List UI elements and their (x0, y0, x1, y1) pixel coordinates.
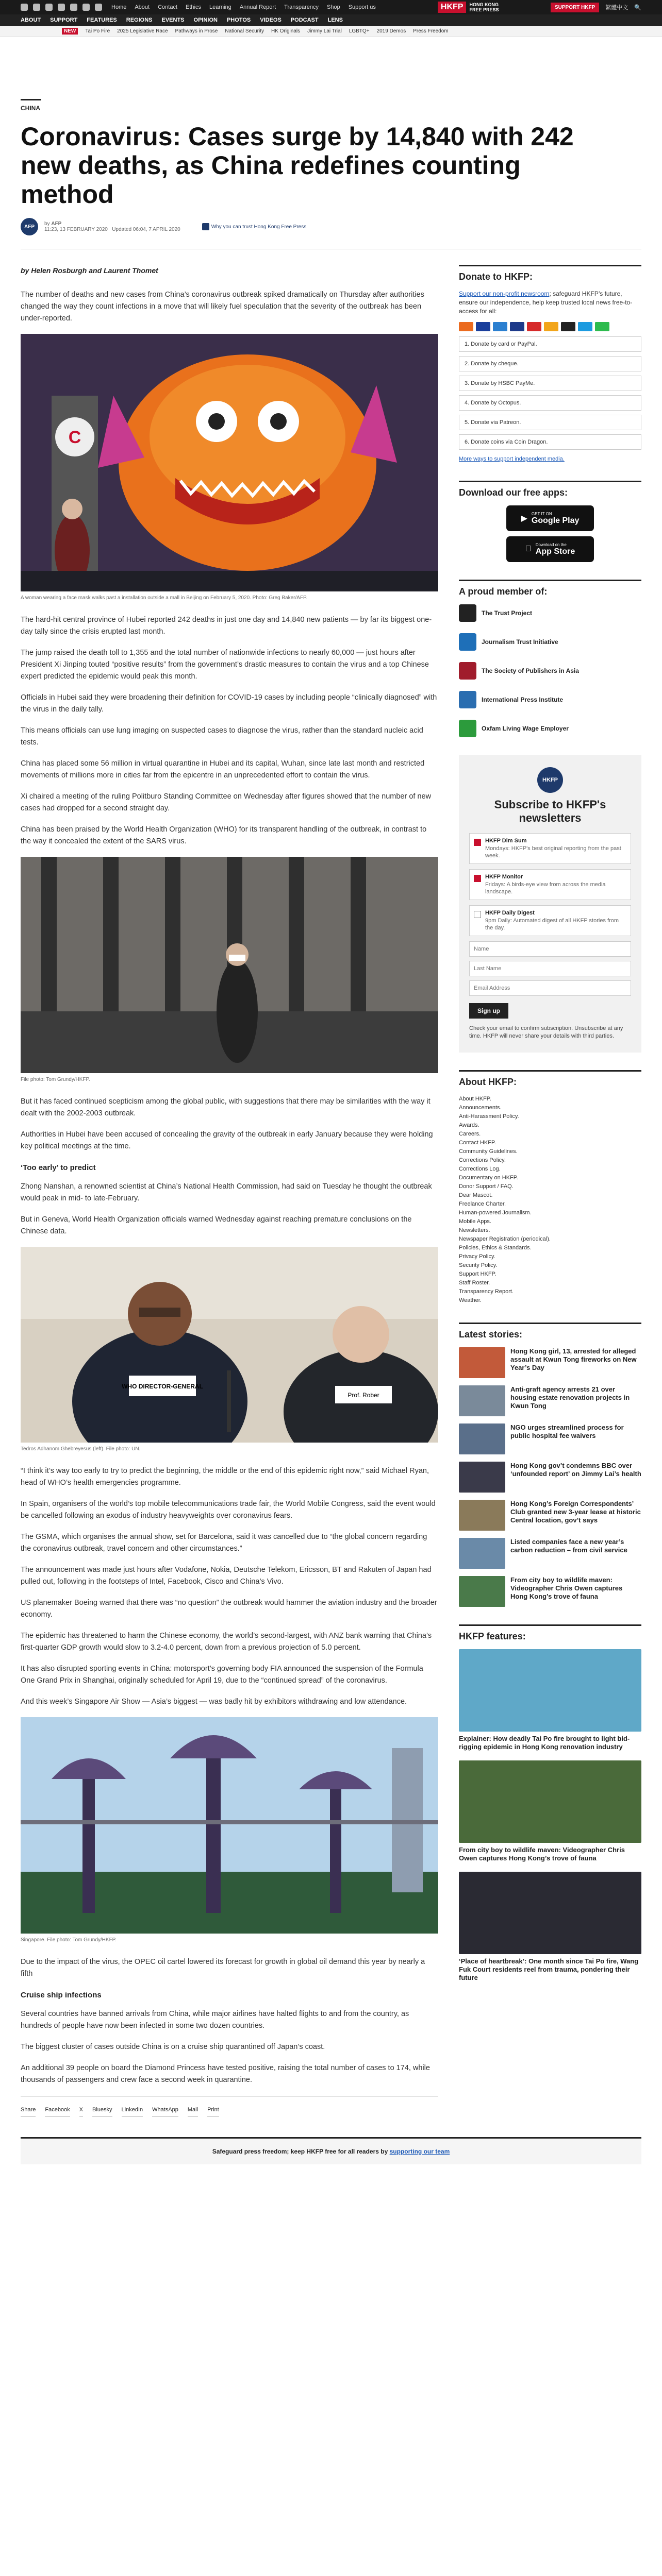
story-title: From city boy to wildlife maven: Videographer Chris Owen captures Hong Kong’s trove of fauna (510, 1576, 623, 1600)
author-by: by (44, 221, 50, 227)
paragraph: But in Geneva, World Health Organization officials warned Wednesday against reaching premature conclusions on the Chinese data. (21, 1215, 412, 1235)
support-banner-text: Safeguard press freedom; keep HKFP free for all readers by (212, 2148, 390, 2155)
paragraph: This means officials can use lung imaging on suspected cases to diagnose the virus, rather than the standard nucleic acid tests. (21, 726, 423, 747)
about-item[interactable]: Newspaper Registration (periodical). (459, 1236, 551, 1242)
subheading-cruise: Cruise ship infections (21, 1991, 102, 1999)
nav-about[interactable]: ABOUT (21, 17, 41, 23)
google-play-label: Google Play (531, 516, 580, 525)
paragraph: Authorities in Hubei have been accused of concealing the gravity of the outbreak in early January because they were holding key political meetings at the time. (21, 1130, 433, 1150)
share-bluesky[interactable]: Bluesky (92, 2104, 112, 2116)
story-title: Listed companies face a new year’s carbon reduction – from civil service (510, 1538, 627, 1554)
trust-icon (202, 223, 209, 230)
new-badge: NEW (62, 28, 78, 35)
octopus-icon (544, 322, 558, 331)
article-headline: Coronavirus: Cases surge by 14,840 with 242 new deaths, as China redefines counting method (21, 122, 574, 209)
share-label: Share (21, 2104, 36, 2116)
paragraph: China has been praised by the World Health Organization (WHO) for its transparent handling of the outbreak, in contrast to the way it concealed the extent of the SARS virus. (21, 825, 427, 845)
member-name: The Trust Project (482, 609, 533, 617)
top-link-contact[interactable]: Contact (158, 4, 178, 10)
article-header (21, 37, 641, 235)
updated-date: Updated 06:04, 7 APRIL 2020 (112, 227, 180, 232)
payme-icon (527, 322, 541, 331)
newsletter-option[interactable] (469, 905, 631, 936)
paragraph: But it has faced continued scepticism among the global public, with suggestions that there may be similarities with the way it dealt with the 2002-2003 outbreak. (21, 1097, 431, 1117)
paragraph: The biggest cluster of cases outside China is on a cruise ship quarantined off Japan’s coast. (21, 2043, 325, 2051)
features-block (459, 1624, 641, 1982)
facebook-icon[interactable] (21, 4, 28, 11)
feature-title: ‘Place of heartbreak’: One month since Tai Po fire, Wang Fuk Court residents reel from trauma, pondering their future (459, 1957, 639, 1981)
about-item[interactable]: Transparency Report. (459, 1289, 514, 1295)
support-banner (21, 2137, 641, 2164)
about-item[interactable]: Weather. (459, 1297, 482, 1303)
x-icon[interactable] (33, 4, 40, 11)
story-title: Anti-graft agency arrests 21 over housing estate renovation projects in Kwun Tong (510, 1385, 630, 1410)
wechat-icon (595, 322, 609, 331)
paragraph: The hard-hit central province of Hubei reported 242 deaths in just one day and 14,840 new patients — by far its biggest one-day tally since the crisis erupted last month. (21, 616, 432, 636)
nav-regions[interactable]: REGIONS (126, 17, 153, 23)
logo-box: HKFP (438, 2, 467, 13)
social-icons (21, 4, 102, 11)
feature-title: Explainer: How deadly Tai Po fire brought to light bid-rigging epidemic in Hong Kong renovation industry (459, 1735, 630, 1751)
share-facebook[interactable]: Facebook (45, 2104, 70, 2116)
newsletter-title: Subscribe to HKFP's newsletters (494, 798, 606, 824)
paragraph: Due to the impact of the virus, the OPEC oil cartel lowered its forecast for growth in global oil demand this year by nearly a fifth (21, 1958, 425, 1978)
about-item[interactable]: Security Policy. (459, 1262, 498, 1268)
paragraph: The epidemic has threatened to harm the Chinese economy, the world’s second-largest, with ANZ bank warning that China’s first-quarter GDP growth would slow to 3.2-4.0 percent, down from a previous projection of 5.0 percent. (21, 1632, 432, 1652)
main-nav (0, 14, 662, 26)
share-whatsapp[interactable]: WhatsApp (152, 2104, 178, 2116)
bluesky-icon[interactable] (70, 4, 77, 11)
about-item[interactable]: Contact HKFP. (459, 1140, 496, 1146)
top-links (111, 4, 376, 10)
about-item[interactable]: Support HKFP. (459, 1271, 496, 1277)
nav-features[interactable]: FEATURES (87, 17, 117, 23)
subheading-too-early: ‘Too early’ to predict (21, 1163, 96, 1172)
svg-text:WHO DIRECTOR-GENERAL: WHO DIRECTOR-GENERAL (122, 1383, 203, 1390)
site-logo[interactable] (438, 2, 499, 13)
visa-icon (476, 322, 490, 331)
apps-title: Download our free apps: (459, 481, 641, 498)
story-thumbnail (459, 1385, 505, 1416)
subnav-item[interactable]: Jimmy Lai Trial (307, 28, 342, 34)
about-list (459, 1095, 641, 1305)
paragraph: The GSMA, which organises the annual show, set for Barcelona, said it was cancelled due to “the global concern regarding the coronavirus outbreak, travel concern and other circumstances.” (21, 1533, 427, 1553)
about-item[interactable]: Donor Support / FAQ. (459, 1183, 514, 1190)
newsletter-name: HKFP Monitor (485, 874, 523, 880)
author-name[interactable]: AFP (51, 221, 62, 227)
about-item[interactable]: Mobile Apps. (459, 1218, 491, 1225)
top-link-ethics[interactable]: Ethics (186, 4, 201, 10)
subnav-item[interactable]: 2025 Legislative Race (117, 28, 168, 34)
photo-caption: Tedros Adhanom Ghebreyesus (left). File photo: UN. (21, 1446, 141, 1452)
author-line (44, 221, 180, 227)
paragraph: Zhong Nanshan, a renowned scientist at China’s National Health Commission, had said on Tuesday he thought the outbreak would peak in mid- to late-February. (21, 1182, 432, 1202)
author-avatar[interactable]: AFP (21, 218, 38, 235)
support-hkfp-button[interactable]: SUPPORT HKFP (551, 3, 599, 12)
member-ipi[interactable] (459, 691, 641, 708)
newsletter-note: Check your email to confirm subscription. Unsubscribe at any time. HKFP will never share your details with third parties. (469, 1025, 623, 1039)
share-mail[interactable]: Mail (188, 2104, 198, 2116)
app-store-small: Download on the (532, 542, 564, 547)
app-store-label: App Store (532, 547, 572, 556)
latest-story[interactable] (459, 1576, 641, 1607)
newsletter-desc: Mondays: HKFP's best original reporting from the past week. (485, 845, 621, 859)
threads-icon[interactable] (58, 4, 65, 11)
latest-block (459, 1323, 641, 1607)
donate-link[interactable]: Support our non-profit newsroom (459, 290, 550, 297)
top-link-about[interactable]: About (135, 4, 150, 10)
share-print[interactable]: Print (207, 2104, 219, 2116)
story-thumbnail (459, 1538, 505, 1569)
story-thumbnail (459, 1347, 505, 1378)
donate-option[interactable]: 1. Donate by card or PayPal. (459, 336, 641, 352)
story-thumbnail (459, 1423, 505, 1454)
nav-podcast[interactable]: PODCAST (290, 17, 319, 23)
paragraph: China has placed some 56 million in virtual quarantine in Hubei and its capital, Wuhan, since late last month and restricted movements of millions more in cities far from the epicentre in an unprecedented effort to contain the virus. (21, 759, 425, 779)
paragraph: US planemaker Boeing warned that there was “no question” the outbreak would hammer the aviation industry and the broader economy. (21, 1599, 437, 1619)
about-item[interactable]: Anti-Harassment Policy. (459, 1113, 519, 1120)
photo-mask-street (21, 857, 438, 1073)
features-title: HKFP features: (459, 1624, 641, 1642)
donate-option[interactable]: 6. Donate coins via Coin Dragon. (459, 434, 641, 450)
app-store-button[interactable] (506, 536, 594, 562)
nav-events[interactable]: EVENTS (161, 17, 185, 23)
member-jti[interactable] (459, 633, 641, 651)
photo-singapore (21, 1717, 438, 1934)
feature-story[interactable] (459, 1872, 641, 1982)
newsletter-desc: Fridays: A birds-eye view from across the media landscape. (485, 882, 606, 895)
about-item[interactable]: About HKFP. (459, 1096, 491, 1102)
story-thumbnail (459, 1500, 505, 1531)
feature-story[interactable] (459, 1649, 641, 1751)
donate-option[interactable]: 5. Donate via Patreon. (459, 415, 641, 430)
latest-story[interactable] (459, 1385, 641, 1416)
photo-caption: A woman wearing a face mask walks past a installation outside a mall in Beijing on February 5, 2020. Photo: Greg Baker/AFP. (21, 595, 308, 601)
nav-lens[interactable]: LENS (327, 17, 343, 23)
article-meta (21, 218, 641, 235)
category-rule (21, 99, 41, 100)
sidebar (459, 265, 641, 2116)
mastercard-icon (459, 322, 473, 331)
about-item[interactable]: Awards. (459, 1122, 479, 1128)
trust-project-icon (459, 604, 476, 622)
about-item[interactable]: Human-powered Journalism. (459, 1210, 532, 1216)
jti-icon (459, 633, 476, 651)
share-bar (21, 2096, 438, 2116)
newsletter-name: HKFP Dim Sum (485, 838, 527, 844)
newsletter-logo: HKFP (537, 767, 563, 793)
google-play-icon: ▶ (521, 514, 527, 523)
feature-image (459, 1872, 641, 1954)
donate-desc: ; safeguard HKFP’s future, ensure our independence, help keep trusted local news free-to-access for all: (459, 290, 633, 315)
email-input[interactable] (469, 980, 631, 996)
subnav-item[interactable]: Pathways in Prose (175, 28, 218, 34)
member-trust-project[interactable] (459, 604, 641, 622)
linkedin-icon[interactable] (95, 4, 102, 11)
paragraph: Xi chaired a meeting of the ruling Politburo Standing Committee on Wednesday after figures showed that the number of new cases had dropped for a second straight day. (21, 792, 432, 812)
latest-story[interactable] (459, 1538, 641, 1569)
member-block (459, 580, 641, 737)
support-banner-link[interactable]: supporting our team (389, 2148, 450, 2155)
about-item[interactable]: Careers. (459, 1131, 481, 1137)
paragraph: The jump raised the death toll to 1,355 and the total number of nationwide infections to nearly 60,000 — just hours after President Xi Jinping touted “positive results” from the government’s drastic measures to contain the virus and a top Chinese expert predicted the epidemic would peak this month. (21, 649, 429, 681)
paragraph: Several countries have banned arrivals from China, while major airlines have halted flights to and from the country, as hundreds of people have now been infected in some two dozen countries. (21, 2010, 409, 2030)
trust-text: Why you can trust Hong Kong Free Press (211, 224, 307, 230)
feature-story[interactable] (459, 1760, 641, 1862)
donate-text (459, 290, 641, 316)
logo-line-1: HONG KONG (469, 2, 499, 7)
instagram-icon[interactable] (45, 4, 53, 11)
nav-photos[interactable]: PHOTOS (226, 17, 251, 23)
member-name: The Society of Publishers in Asia (482, 667, 579, 674)
paragraph: In Spain, organisers of the world’s top mobile telecommunications trade fair, the World Mobile Congress, said the event would be cancelled following an exodus of industry heavyweights over coronavirus fears. (21, 1500, 436, 1520)
publish-date: 11:23, 13 FEBRUARY 2020 (44, 227, 108, 232)
about-item[interactable]: Announcements. (459, 1105, 502, 1111)
paragraph: It has also disrupted sporting events in China: motorsport’s governing body FIA announced the suspension of the Formula One Grand Prix in Shanghai, originally scheduled for April 19, due to the “continued spread” of the coronavirus. (21, 1665, 423, 1685)
subnav-item[interactable]: Press Freedom (413, 28, 449, 34)
newsletter-name: HKFP Daily Digest (485, 910, 535, 916)
svg-text:C: C (68, 428, 81, 447)
share-x[interactable]: X (79, 2104, 83, 2116)
latest-story[interactable] (459, 1462, 641, 1493)
checkbox-icon[interactable] (474, 911, 481, 918)
youtube-icon[interactable] (82, 4, 90, 11)
donate-option[interactable]: 3. Donate by HSBC PayMe. (459, 376, 641, 391)
about-item[interactable]: Policies, Ethics & Standards. (459, 1245, 532, 1251)
about-item[interactable]: Newsletters. (459, 1227, 490, 1233)
paragraph: An additional 39 people on board the Diamond Princess have tested positive, raising the total number of cases to 174, while thousands of passengers and crew face a second week in quarantine. (21, 2064, 430, 2084)
top-link-home[interactable]: Home (111, 4, 127, 10)
photo-caption: Singapore. File photo: Tom Grundy/HKFP. (21, 1937, 117, 1943)
latest-story[interactable] (459, 1347, 641, 1378)
about-item[interactable]: Community Guidelines. (459, 1148, 518, 1155)
donate-block (459, 265, 641, 463)
story-thumbnail (459, 1576, 505, 1607)
apple-icon (525, 545, 532, 554)
checkbox-checked-icon[interactable] (474, 839, 481, 846)
oxfam-icon (459, 720, 476, 737)
feature-image (459, 1649, 641, 1732)
top-link-transparency[interactable]: Transparency (284, 4, 319, 10)
svg-text:Prof. Rober: Prof. Rober (347, 1392, 379, 1399)
google-play-button[interactable] (506, 505, 594, 531)
member-sopa[interactable] (459, 662, 641, 680)
newsletter-desc: 9pm Daily: Automated digest of all HKFP stories from the day. (485, 918, 619, 931)
top-link-support-us[interactable]: Support us (348, 4, 376, 10)
paragraph: The announcement was made just hours after Vodafone, Nokia, Deutsche Telekom, Ericsson, BT and Rakuten of Japan had pulled out, following in the footsteps of Intel, Facebook, Cisco and China’s Vivo. (21, 1566, 432, 1586)
article-category[interactable]: CHINA (21, 105, 40, 112)
logo-text (469, 2, 499, 12)
more-ways-link[interactable]: More ways to support independent media. (459, 456, 565, 462)
about-item[interactable]: Freelance Charter. (459, 1201, 506, 1207)
ipi-icon (459, 691, 476, 708)
about-item[interactable]: Staff Roster. (459, 1280, 490, 1286)
subnav-item[interactable]: LGBTQ+ (349, 28, 370, 34)
story-title: Hong Kong girl, 13, arrested for alleged assault at Kwun Tong fireworks on New Year’s Day (510, 1347, 637, 1371)
subnav-item[interactable]: 2019 Demos (376, 28, 406, 34)
story-title: Hong Kong gov’t condemns BBC over ‘unfounded report’ on Jimmy Lai’s health (510, 1462, 641, 1478)
nav-support[interactable]: SUPPORT (50, 17, 78, 23)
language-link[interactable]: 繁體中文 (605, 5, 628, 11)
paypal-icon (510, 322, 524, 331)
photo-caption: File photo: Tom Grundy/HKFP. (21, 1077, 90, 1082)
member-title: A proud member of: (459, 580, 641, 597)
newsletter-option[interactable] (469, 869, 631, 900)
apps-block (459, 481, 641, 562)
paragraph: Officials in Hubei said they were broadening their definition for COVID-19 cases by including people “clinically diagnosed” with the virus in the daily tally. (21, 693, 437, 714)
subnav-item[interactable]: National Security (225, 28, 264, 34)
top-bar (0, 0, 662, 14)
donate-option[interactable]: 4. Donate by Octopus. (459, 395, 641, 411)
member-name: Journalism Trust Initiative (482, 638, 558, 646)
feature-image (459, 1760, 641, 1843)
sign-up-button[interactable]: Sign up (469, 1003, 508, 1019)
about-item[interactable]: Privacy Policy. (459, 1253, 495, 1260)
donate-title: Donate to HKFP: (459, 265, 641, 282)
sub-nav (0, 26, 662, 37)
trust-link[interactable] (202, 223, 307, 230)
about-item[interactable]: Corrections Log. (459, 1166, 501, 1172)
newsletter-option[interactable] (469, 833, 631, 864)
donate-option[interactable]: 2. Donate by cheque. (459, 356, 641, 371)
article-body (21, 265, 438, 2116)
article-byline: by Helen Rosburgh and Laurent Thomet (21, 266, 158, 275)
subnav-item[interactable]: HK Originals (271, 28, 301, 34)
about-title: About HKFP: (459, 1070, 641, 1088)
amex-icon (493, 322, 507, 331)
newsletter-block (459, 755, 641, 1053)
share-linkedin[interactable]: LinkedIn (122, 2104, 143, 2116)
member-name: International Press Institute (482, 696, 564, 703)
sopa-icon (459, 662, 476, 680)
subnav-item[interactable]: Tai Po Fire (85, 28, 110, 34)
patreon-icon (561, 322, 575, 331)
about-item[interactable]: Corrections Policy. (459, 1157, 506, 1163)
logo-line-2: FREE PRESS (469, 7, 499, 12)
latest-story[interactable] (459, 1500, 641, 1531)
latest-story[interactable] (459, 1423, 641, 1454)
nav-opinion[interactable]: OPINION (193, 17, 218, 23)
story-title: Hong Kong’s Foreign Correspondents’ Club granted new 3-year lease at historic Central location, gov’t says (510, 1500, 641, 1524)
google-play-small: GET IT ON (531, 511, 552, 516)
member-oxfam[interactable] (459, 720, 641, 737)
about-item[interactable]: Dear Mascot. (459, 1192, 493, 1198)
top-link-learning[interactable]: Learning (209, 4, 231, 10)
story-thumbnail (459, 1462, 505, 1493)
paragraph: And this week’s Singapore Air Show — Asia’s biggest — was badly hit by exhibitors withdrawing and low attendance. (21, 1698, 407, 1706)
story-title: NGO urges streamlined process for public hospital fee waivers (510, 1423, 624, 1439)
about-block (459, 1070, 641, 1305)
paragraph: The number of deaths and new cases from China’s coronavirus outbreak spiked dramatically on Thursday after authorities changed the way they count infections in a move that will likely fuel speculation that the severity of the outbreak has been under-reported. (21, 291, 424, 323)
member-name: Oxfam Living Wage Employer (482, 725, 569, 732)
feature-title: From city boy to wildlife maven: Videographer Chris Owen captures Hong Kong’s trove of fauna (459, 1846, 625, 1862)
top-link-shop[interactable]: Shop (326, 4, 340, 10)
photo-mask-woman (21, 334, 438, 591)
top-link-annual-report[interactable]: Annual Report (239, 4, 276, 10)
paragraph: “I think it’s way too early to try to predict the beginning, the middle or the end of this epidemic right now,” said Michael Ryan, head of WHO’s health emergencies programme. (21, 1467, 429, 1487)
photo-tedros (21, 1247, 438, 1443)
checkbox-checked-icon[interactable] (474, 875, 481, 882)
alipay-icon (578, 322, 592, 331)
latest-title: Latest stories: (459, 1323, 641, 1340)
about-item[interactable]: Documentary on HKFP. (459, 1175, 518, 1181)
search-icon[interactable]: 🔍 (634, 4, 641, 11)
nav-videos[interactable]: VIDEOS (260, 17, 282, 23)
last-name-input[interactable] (469, 961, 631, 976)
payment-icons (459, 322, 641, 331)
name-input[interactable] (469, 941, 631, 957)
